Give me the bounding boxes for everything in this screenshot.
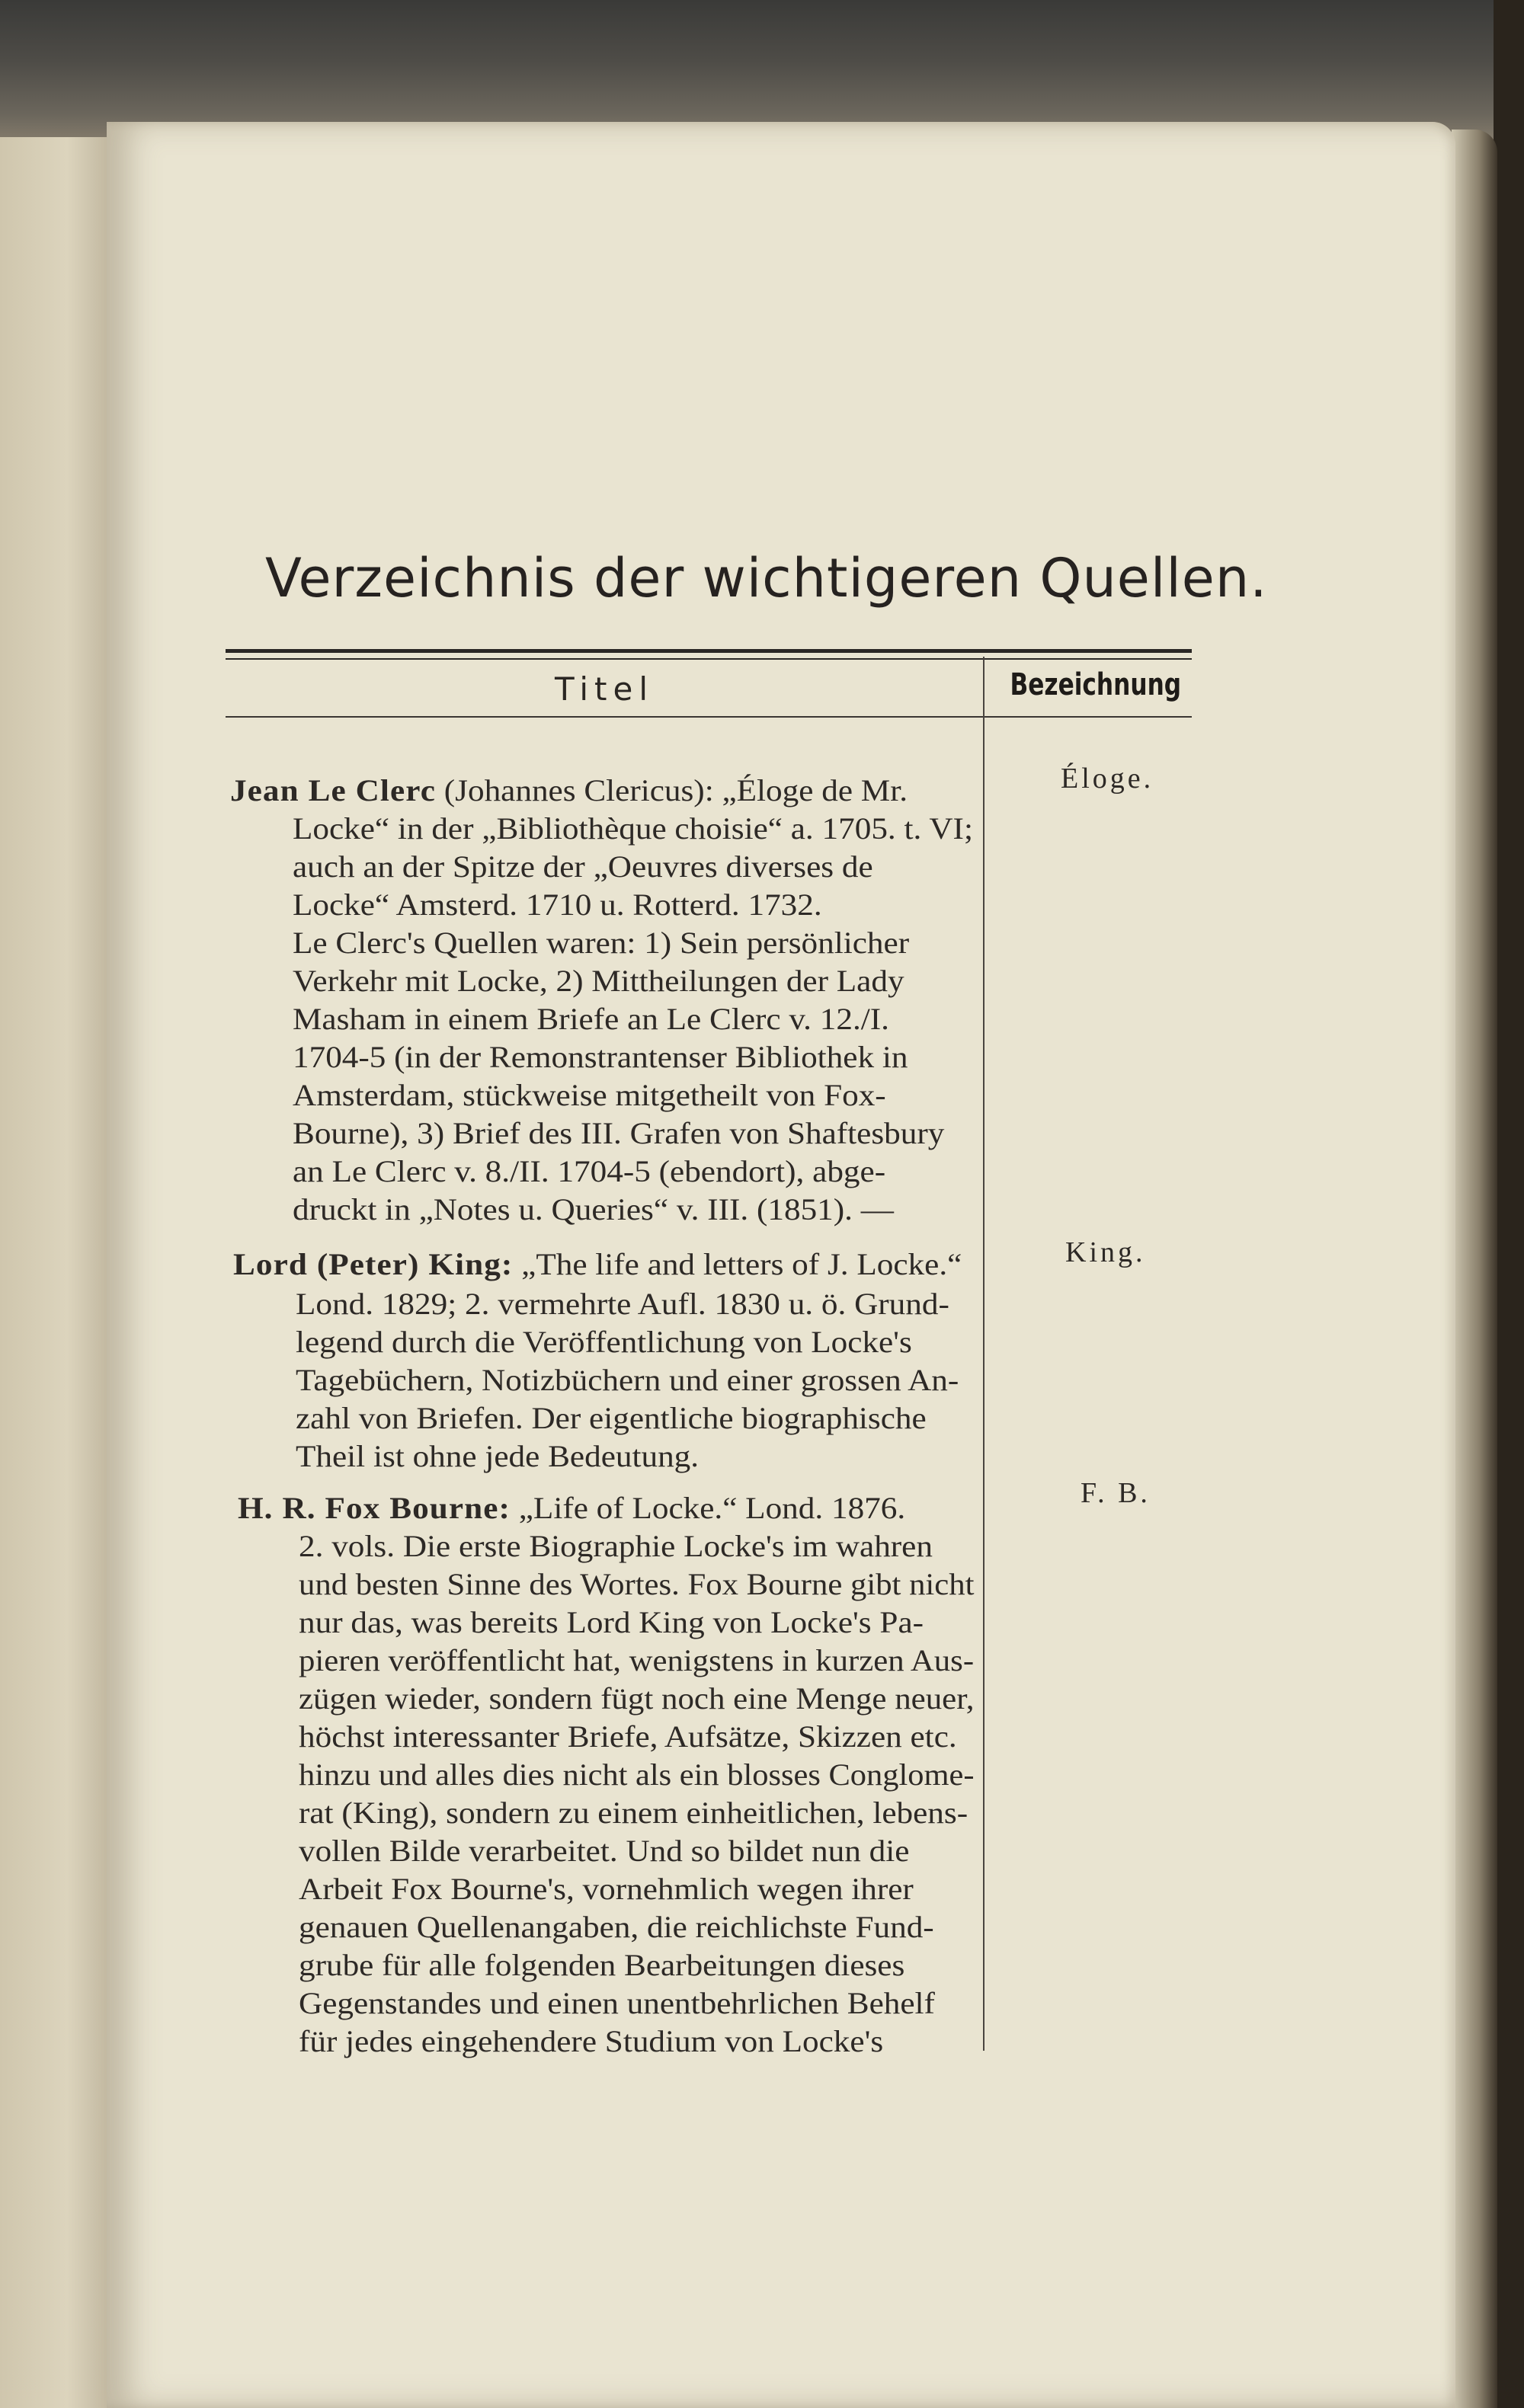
table-top-rule [226, 649, 1192, 653]
entry-line: auch an der Spitze der „Oeuvres diverses de [293, 849, 873, 884]
entry-line: 2. vols. Die erste Biographie Locke's im wahren [299, 1529, 933, 1563]
entry-line: höchst interessanter Briefe, Aufsätze, Skizzen etc. [299, 1719, 957, 1754]
entry-line: vollen Bilde verarbeitet. Und so bildet nun die [299, 1834, 910, 1868]
entry-line: Arbeit Fox Bourne's, vornehmlich wegen ihrer [299, 1872, 914, 1906]
entry-line: genauen Quellenangaben, die reichlichste Fund- [299, 1910, 934, 1944]
table-top-rule-thin [226, 658, 1192, 660]
entry-line: Masham in einem Briefe an Le Clerc v. 12./I. [293, 1002, 889, 1036]
entry-designation: F. B. [1081, 1477, 1151, 1509]
entry-line: Le Clerc's Quellen waren: 1) Sein persönlicher [293, 926, 910, 960]
entry-line: Gegenstandes und einen unentbehrlichen Behelf [299, 1986, 935, 2020]
entry-line: pieren veröffentlicht hat, wenigstens in kurzen Aus- [299, 1643, 975, 1677]
entry-line: Verkehr mit Locke, 2) Mittheilungen der Lady [293, 964, 904, 998]
entry-line: Locke“ in der „Bibliothèque choisie“ a. 1705. t. VI; [293, 811, 973, 846]
right-page-edge [1452, 130, 1497, 2408]
entry-line: zahl von Briefen. Der eigentliche biographische [296, 1401, 927, 1435]
entry-line: druckt in „Notes u. Queries“ v. III. (1851). — [293, 1192, 894, 1226]
entry-line: Tagebüchern, Notizbüchern und einer grossen An- [296, 1363, 959, 1397]
entry-line: Bourne), 3) Brief des III. Grafen von Shaftesbury [293, 1116, 945, 1150]
column-divider [983, 657, 985, 2051]
entry-line: Theil ist ohne jede Bedeutung. [296, 1439, 700, 1473]
entry-line: an Le Clerc v. 8./II. 1704-5 (ebendort), abge- [293, 1154, 886, 1188]
entry-designation: King. [1065, 1236, 1146, 1268]
entry-author: Lord (Peter) King: [233, 1247, 514, 1281]
entry-line: grube für alle folgenden Bearbeitungen dieses [299, 1948, 905, 1982]
entry-line: zügen wieder, sondern fügt noch eine Menge neuer, [299, 1681, 975, 1716]
entry-line: und besten Sinne des Wortes. Fox Bourne gibt nicht [299, 1567, 975, 1601]
entry-line: Lord (Peter) King: „The life and letters of J. Locke.“ [233, 1247, 962, 1281]
entry-line: nur das, was bereits Lord King von Locke's Pa- [299, 1605, 924, 1639]
entry-line: Amsterdam, stückweise mitgetheilt von Fox- [293, 1078, 886, 1112]
entry-line: legend durch die Veröffentlichung von Locke's [296, 1325, 912, 1359]
entry-line: Jean Le Clerc (Johannes Clericus): „Éloge de Mr. [230, 773, 908, 807]
header-rule [226, 716, 1192, 718]
column-header-designation: Bezeichnung [1010, 667, 1182, 702]
entry-designation: Éloge. [1061, 763, 1154, 795]
entry-line: für jedes eingehendere Studium von Locke's [299, 2024, 884, 2058]
entry-author: Jean Le Clerc [230, 773, 436, 807]
left-page-edge [0, 137, 122, 2408]
page-heading: Verzeichnis der wichtigeren Quellen. [265, 547, 1268, 609]
column-header-title: Titel [554, 670, 654, 708]
entry-line: Locke“ Amsterd. 1710 u. Rotterd. 1732. [293, 887, 822, 922]
entry-line: hinzu und alles dies nicht als ein blosses Conglome- [299, 1757, 975, 1792]
entry-line: 1704-5 (in der Remonstrantenser Bibliothek in [293, 1040, 908, 1074]
entry-line: Lond. 1829; 2. vermehrte Aufl. 1830 u. ö. Grund- [296, 1287, 949, 1321]
entry-author: H. R. Fox Bourne: [238, 1491, 511, 1525]
entry-line: H. R. Fox Bourne: „Life of Locke.“ Lond. 1876. [238, 1491, 906, 1525]
entry-line: rat (King), sondern zu einem einheitlichen, lebens- [299, 1796, 969, 1830]
